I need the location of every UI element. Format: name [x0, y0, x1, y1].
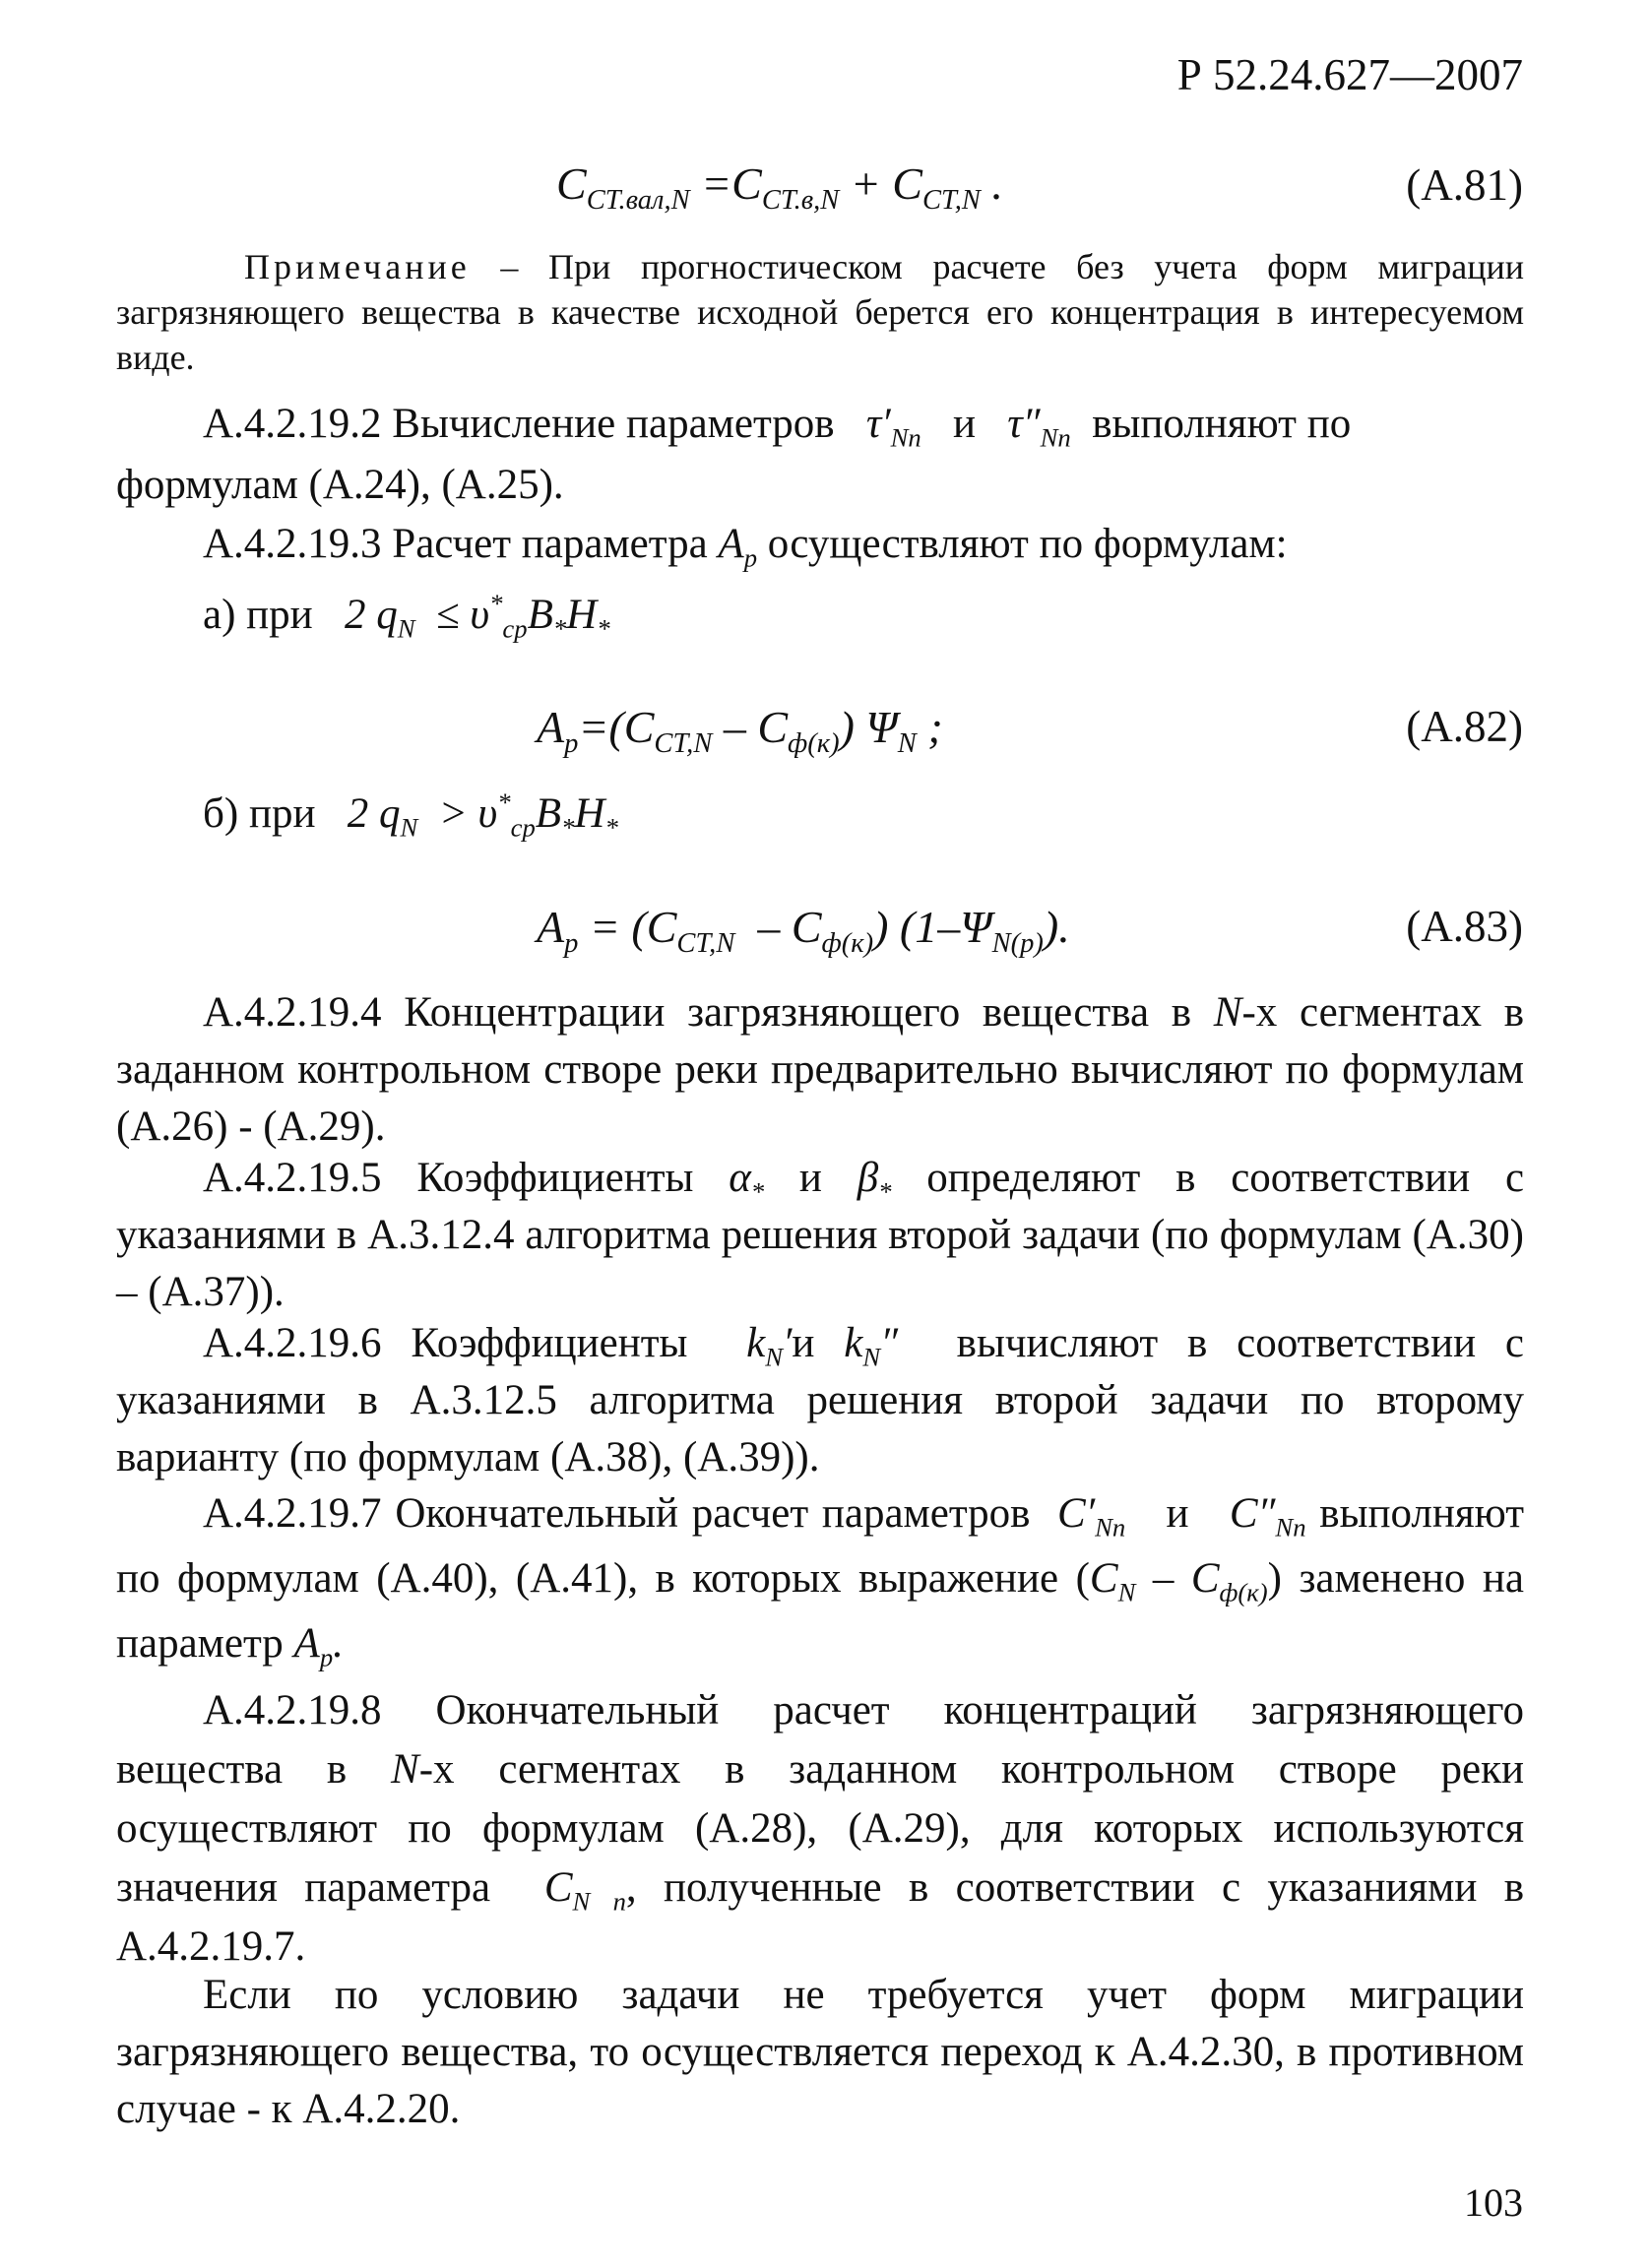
p2-line2: формулам (А.24), (А.25). [116, 462, 564, 508]
p2-lead: А.4.2.19.2 Вычисление параметров [203, 401, 835, 447]
p6-tail: вычисляют в соответствии с указаниями в А.3.12.5 алгоритма решения второй задачи по второму варианту (по формулам (А.38), (А.39)). [116, 1320, 1525, 1480]
case-a [203, 589, 610, 644]
page-number: 103 [1464, 2180, 1523, 2225]
c-double-prime-symbol: $C''_{Nn}$ [1202, 1490, 1306, 1543]
paragraph-a-4-2-19-6 [116, 1315, 1524, 1486]
tau-double-prime-formula: $\tau''_{Nn}$ [985, 401, 1071, 453]
p8-mid: -х сегментах в заданном контрольном створе реки осуществляют по формулам (А.28), (А.29), для которых используются значения параметра [116, 1746, 1525, 1911]
case-b [203, 788, 618, 843]
equation-a82-number: (А.82) [1406, 702, 1523, 751]
n-symbol-2: N [391, 1746, 419, 1793]
p3-text: А.4.2.19.3 Расчет параметра [203, 521, 708, 567]
tau-prime-formula: $\tau'_{Nn}$ [845, 401, 921, 453]
k-prime-symbol: $k_N'$ [717, 1320, 793, 1372]
equation-a81-number: (А.81) [1406, 160, 1523, 210]
note-block [116, 244, 1524, 380]
p6-lead: А.4.2.19.6 Коэффициенты [203, 1320, 688, 1366]
note-text: – При прогностическом расчете без учета форм миграции загрязняющего вещества в качестве исходной берется его концентрация в интересуемом виде. [116, 247, 1524, 377]
equation-a81: $C_{CT.вал,N} =C_{CT.в,N} + C_{CT,N}$ . [556, 158, 1003, 216]
p4-lead: А.4.2.19.4 Концентрации загрязняющего вещества в [203, 989, 1192, 1036]
paragraph-final: Если по условию задачи не требуется учет форм миграции загрязняющего вещества, то осуществляется переход к А.4.2.30, в противном случае - к А.4.2.20. [116, 1972, 1524, 2132]
ap-symbol-2: $A_p$. [293, 1620, 344, 1672]
equation-a83: $A_p = (C_{CT,N} - C_{ф(к)})$ $(1-\Psi_{N(p)})$. [537, 902, 1070, 959]
p8-lead: А.4.2.19.8 Окончательный расчет концентраций загрязняющего вещества в [116, 1687, 1524, 1793]
p7-conj: и [1166, 1490, 1189, 1537]
p7-lead: А.4.2.19.7 Окончательный расчет параметров [203, 1490, 1031, 1537]
note-label: Примечание [244, 247, 471, 286]
p3-tail: осуществляют по формулам: [767, 521, 1288, 567]
p2-conj: и [953, 401, 977, 447]
cnn-symbol: $C_{N n}$ [517, 1864, 626, 1917]
equation-a83-number: (А.83) [1406, 902, 1523, 951]
paragraph-a-4-2-19-3 [203, 520, 1288, 573]
ap-symbol: $A_p$ [718, 521, 758, 573]
p7-tail2: ) заменено на параметр [116, 1555, 1524, 1667]
p5-conj: и [798, 1155, 822, 1201]
beta-star-symbol: $\beta_*$ [857, 1155, 892, 1207]
p4-tail: -х сегментах в заданном контрольном створе реки предварительно вычисляют по формулам (А.26) - (А.29). [116, 989, 1524, 1150]
case-a-condition: 2 $q_N \le \upsilon^*_{cp}B_*H_*$ [323, 589, 610, 644]
p7-tail1: выполняют по формулам (А.40), (А.41), в которых выражение ( [116, 1490, 1525, 1602]
paragraph-a-4-2-19-4 [116, 984, 1524, 1156]
paragraph-a-4-2-19-2 [116, 396, 1524, 453]
paragraph-a-4-2-19-5 [116, 1150, 1524, 1321]
n-symbol: N [1213, 989, 1242, 1036]
p5-tail: определяют в соответствии с указаниями в А.3.12.4 алгоритма решения второй задачи (по формулам (А.30) – (А.37)). [116, 1155, 1525, 1315]
p2-tail: выполняют по [1092, 401, 1352, 447]
case-b-label: б) при [203, 790, 316, 837]
cn-minus-cfk: $C_N - C_{ф(к)}$ [1089, 1555, 1268, 1607]
alpha-star-symbol: $\alpha_*$ [729, 1155, 765, 1207]
k-double-prime-symbol: $k_N''$ [844, 1320, 927, 1372]
equation-a82: $A_p=(C_{CT,N} - C_{ф(к)})$ $\Psi_N$ ; [537, 702, 943, 759]
document-number: Р 52.24.627—2007 [1176, 50, 1523, 99]
paragraph-a-4-2-19-7 [116, 1481, 1524, 1676]
case-b-condition: 2 $q_N > \upsilon^*_{cp}B_*H_*$ [326, 788, 618, 843]
p8-tail: , полученные в соответствии с указаниями в А.4.2.19.7. [116, 1864, 1525, 1970]
p6-conj: и [792, 1320, 815, 1366]
c-prime-symbol: $C'_{Nn}$ [1044, 1490, 1126, 1543]
paragraph-a-4-2-19-8 [116, 1681, 1524, 1977]
p5-lead: А.4.2.19.5 Коэффициенты [203, 1155, 694, 1201]
case-a-label: а) при [203, 592, 313, 638]
